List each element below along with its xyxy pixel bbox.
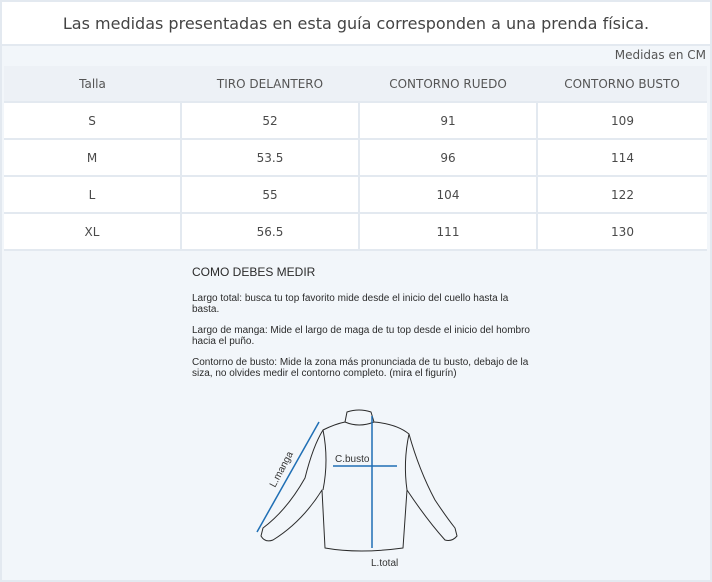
table-row [4, 102, 707, 139]
garment-figure [247, 400, 477, 575]
value-cell: 96 [359, 139, 537, 176]
table-row [4, 139, 707, 176]
size-cell: XL [4, 213, 181, 250]
top-outline [261, 410, 457, 551]
instructions-title: COMO DEBES MEDIR [192, 265, 316, 279]
size-table [4, 66, 707, 251]
value-cell: 122 [537, 176, 707, 213]
left-armhole [323, 430, 326, 490]
total-label: L.total [371, 558, 399, 569]
size-cell: L [4, 176, 181, 213]
size-cell: M [4, 139, 181, 176]
value-cell: 104 [359, 176, 537, 213]
instruction-largo-total: Largo total: busca tu top favorito mide desde el inicio del cuello hasta la basta. [192, 293, 509, 315]
value-cell: 109 [537, 102, 707, 139]
value-cell: 55 [181, 176, 359, 213]
units-label: Medidas en CM [614, 48, 706, 62]
instruction-largo-manga: Largo de manga: Mide el largo de maga de tu top desde el inicio del hombro hacia el puño. [192, 325, 530, 347]
value-cell: 52 [181, 102, 359, 139]
header-tiro-delantero: TIRO DELANTERO [181, 66, 359, 102]
measuring-instructions [192, 265, 532, 389]
header-talla: Talla [4, 66, 181, 102]
header-contorno-ruedo: CONTORNO RUEDO [359, 66, 537, 102]
value-cell: 91 [359, 102, 537, 139]
size-cell: S [4, 102, 181, 139]
value-cell: 130 [537, 213, 707, 250]
bust-label: C.busto [335, 454, 370, 465]
value-cell: 53.5 [181, 139, 359, 176]
value-cell: 56.5 [181, 213, 359, 250]
header-contorno-busto: CONTORNO BUSTO [537, 66, 707, 102]
instruction-contorno-busto: Contorno de busto: Mide la zona más pronunciada de tu busto, debajo de la siza, no olvides medir el contorno completo. (mira el figurín) [192, 357, 529, 379]
table-row [4, 176, 707, 213]
value-cell: 114 [537, 139, 707, 176]
guide-caption: Las medidas presentadas en esta guía corresponden a una prenda física. [2, 2, 710, 46]
sleeve-measure-line [257, 422, 319, 532]
neck-line [345, 422, 374, 425]
table-row [4, 213, 707, 250]
right-armhole [405, 434, 409, 490]
sleeve-label: L.manga [267, 449, 296, 490]
table-header-row [4, 66, 707, 102]
value-cell: 111 [359, 213, 537, 250]
